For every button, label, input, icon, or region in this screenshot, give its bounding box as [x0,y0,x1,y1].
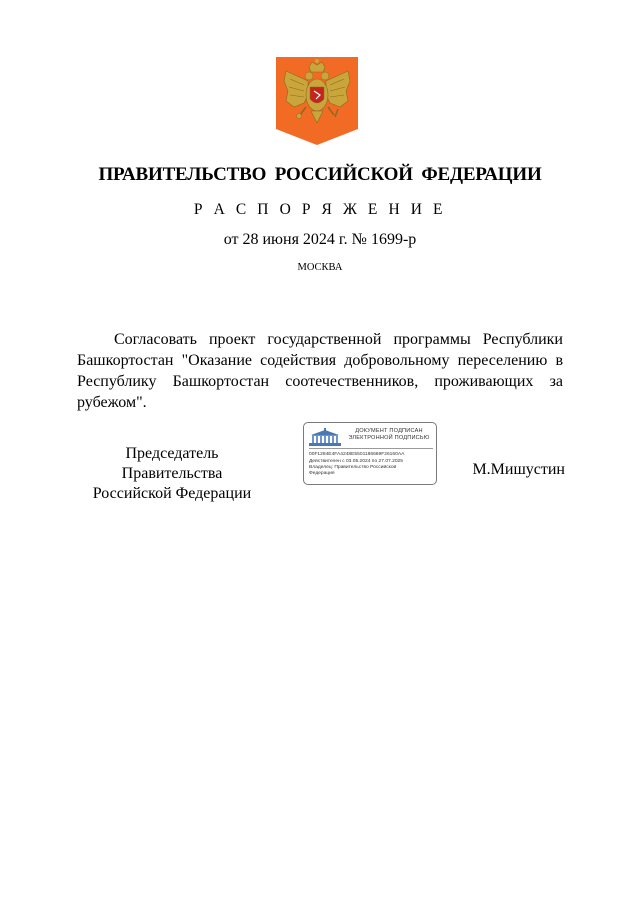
document-type: Р А С П О Р Я Ж Е Н И Е [193,201,447,218]
signatory-name: М.Мишустин [472,461,565,478]
stamp-owner-line2: Федерация [309,471,335,476]
signatory-position [77,444,267,504]
electronic-signature-stamp [303,422,437,485]
stamp-divider [309,448,433,449]
signatory-position-line2: Российской Федерации [92,485,252,502]
stamp-certificate: 00F1284E4FA4248E5501186669F26160AA [309,452,405,457]
document-date-number: от 28 июня 2024 г. № 1699-р [223,231,417,248]
stamp-validity: Действителен с 03.05.2024 по 27.07.2025 [309,459,403,464]
stamp-owner-line1: Владелец: Правительство Российской [309,465,397,470]
government-title: ПРАВИТЕЛЬСТВО РОССИЙСКОЙ ФЕДЕРАЦИИ [98,164,542,185]
coat-of-arms-emblem [276,57,358,145]
stamp-title [344,428,434,442]
document-city: МОСКВА [297,262,343,273]
stamp-title-line2: ЭЛЕКТРОННОЙ ПОДПИСЬЮ [348,435,430,441]
government-building-icon [309,428,341,446]
order-text: Согласовать проект государственной программы Республики Башкортостан "Оказание содействия добровольному переселению в Республику Башкортостан соотечественников, проживающих за рубежом". [77,331,563,411]
stamp-title-line1: ДОКУМЕНТ ПОДПИСАН [355,428,423,434]
signatory-position-line1: Председатель Правительства [121,445,223,482]
